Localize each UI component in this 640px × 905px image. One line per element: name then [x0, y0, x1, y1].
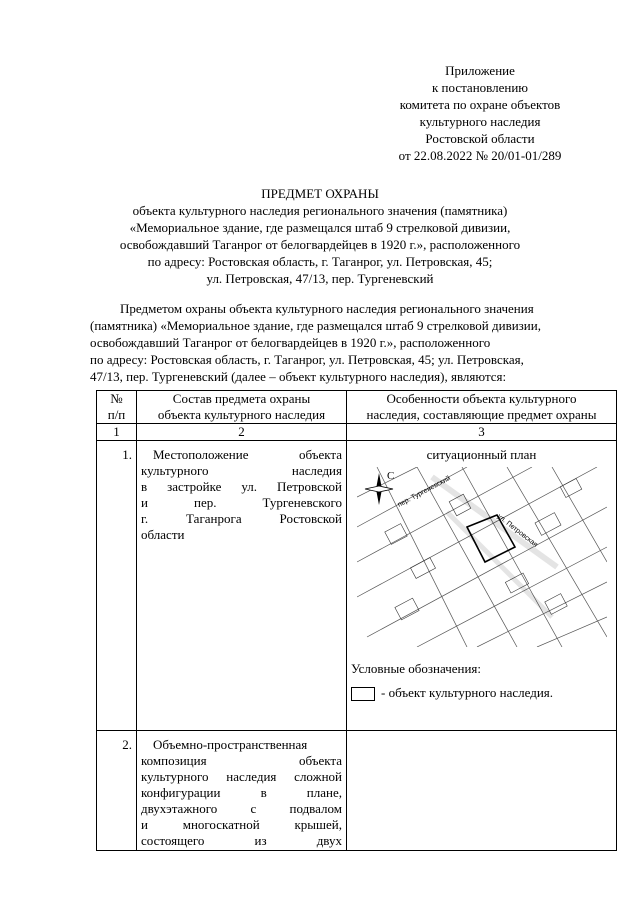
- colnum-cell: 1: [97, 424, 137, 441]
- appendix-line: комитета по охране объектов: [399, 97, 561, 112]
- legend-swatch-icon: [351, 687, 375, 701]
- appendix-line: культурного наследия: [419, 114, 541, 129]
- map-title: ситуационный план: [426, 447, 537, 462]
- legend-item: - объект культурного наследия.: [381, 685, 554, 700]
- protection-table: [96, 390, 617, 851]
- intro-line: освобождавший Таганрог от белогвардейцев в 1920 г.», расположенного: [90, 335, 491, 350]
- row-number: 2.: [97, 731, 137, 851]
- appendix-line: Ростовской области: [425, 131, 535, 146]
- title-line: «Мемориальное здание, где размещался штаб 9 стрелковой дивизии,: [129, 220, 511, 235]
- appendix-line: от 22.08.2022 № 20/01-01/289: [398, 148, 562, 163]
- row-composition: Объемно-пространственная композиция объекта культурного наследия сложной конфигурации в плане, двухэтажного с подвалом и многоскатной крышей, состоящего из двух: [137, 731, 347, 851]
- table-header-row: [97, 391, 617, 424]
- header-features: Особенности объекта культурного наследия, составляющие предмет охраны: [347, 391, 617, 424]
- header-composition: Состав предмета охраны объекта культурного наследия: [137, 391, 347, 424]
- situation-plan-map: [357, 467, 607, 647]
- table-row: [97, 441, 617, 731]
- row-features: [347, 731, 617, 851]
- colnum-cell: 3: [347, 424, 617, 441]
- title-line: по адресу: Ростовская область, г. Таганрог, ул. Петровская, 45;: [147, 254, 493, 269]
- row-number: 1.: [97, 441, 137, 731]
- row-features: [347, 441, 617, 731]
- intro-paragraph: [90, 300, 610, 385]
- column-number-row: [97, 424, 617, 441]
- intro-line: по адресу: Ростовская область, г. Таганрог, ул. Петровская, 45; ул. Петровская,: [90, 352, 524, 367]
- appendix-line: к постановлению: [431, 80, 529, 95]
- header-num: № п/п: [97, 391, 137, 424]
- situation-plan-image: [357, 467, 607, 647]
- street-label: пер. Тургеневский: [396, 475, 452, 509]
- row-composition: Местоположение объекта культурного наследия в застройке ул. Петровской и пер. Тургеневского г. Таганрога Ростовской области: [137, 441, 347, 731]
- intro-line: Предметом охраны объекта культурного наследия регионального значения: [120, 301, 534, 316]
- appendix-block: [360, 62, 600, 164]
- intro-line: 47/13, пер. Тургеневский (далее – объект культурного наследия), являются:: [90, 369, 507, 384]
- title-line: освобождавший Таганрог от белогвардейцев в 1920 г.», расположенного: [119, 237, 521, 252]
- compass-label: С: [386, 470, 394, 482]
- document-title: [0, 185, 640, 287]
- colnum-cell: 2: [137, 424, 347, 441]
- title-heading: ПРЕДМЕТ ОХРАНЫ: [261, 186, 379, 201]
- appendix-line: Приложение: [445, 63, 515, 78]
- title-line: объекта культурного наследия регионального значения (памятника): [132, 203, 508, 218]
- table-row: [97, 731, 617, 851]
- title-line: ул. Петровская, 47/13, пер. Тургеневский: [206, 271, 434, 286]
- legend-row: [351, 685, 612, 701]
- intro-line: (памятника) «Мемориальное здание, где размещался штаб 9 стрелковой дивизии,: [90, 318, 541, 333]
- street-label: ул. Петровская: [495, 513, 539, 549]
- legend-title: Условные обозначения:: [351, 661, 482, 676]
